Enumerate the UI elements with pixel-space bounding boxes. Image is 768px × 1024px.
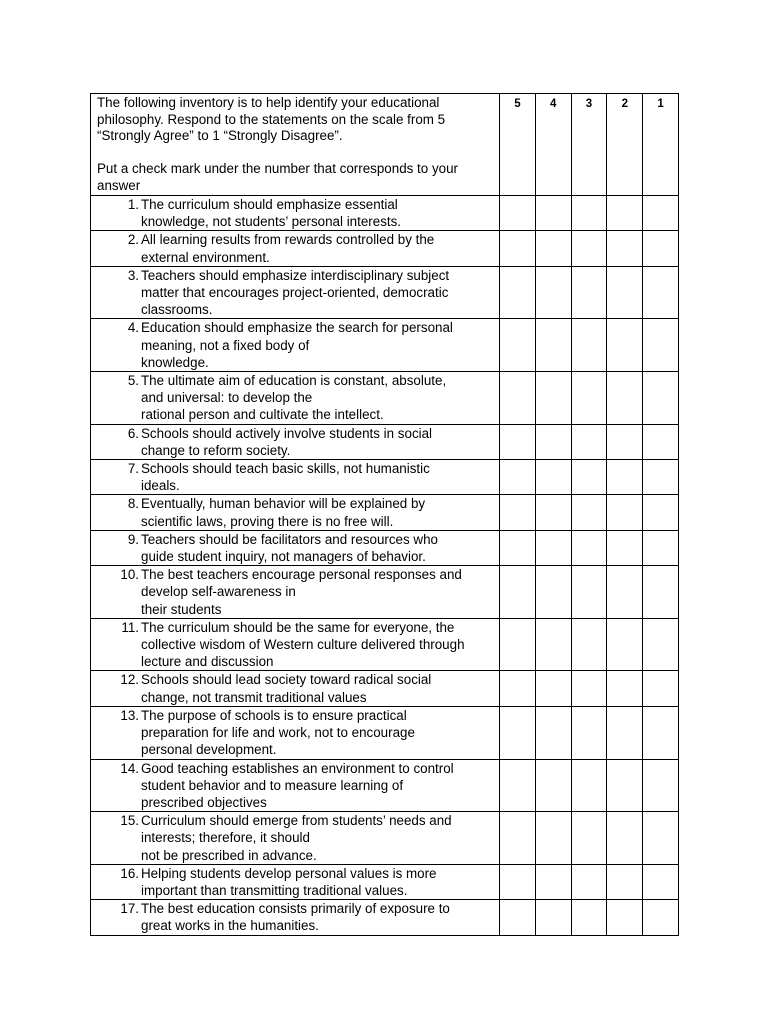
check-cell-2[interactable] (607, 706, 643, 759)
check-cell-5[interactable] (500, 424, 536, 459)
check-cell-2[interactable] (607, 266, 643, 319)
statement-text (141, 707, 495, 759)
statement-line: develop self-awareness in (141, 584, 296, 600)
statement-line: preparation for life and work, not to encourage (141, 725, 415, 741)
check-cell-3[interactable] (571, 618, 607, 671)
statement-text (141, 671, 495, 705)
statement-text (141, 231, 495, 265)
check-cell-3[interactable] (571, 566, 607, 619)
check-cell-3[interactable] (571, 495, 607, 530)
check-cell-2[interactable] (607, 424, 643, 459)
statement-row (91, 231, 679, 266)
instructions-check-note: Put a check mark under the number that corresponds to your answer (97, 161, 458, 193)
statement-row (91, 812, 679, 865)
statement-row (91, 864, 679, 899)
statement-rows (91, 196, 679, 936)
statement-wrap (91, 372, 495, 424)
statement-line: The curriculum should emphasize essential (141, 197, 398, 212)
statement-line: Helping students develop personal values is more (141, 865, 437, 881)
check-cell-2[interactable] (607, 372, 643, 425)
statement-wrap (91, 760, 495, 812)
statement-row (91, 706, 679, 759)
statement-cell (91, 671, 500, 706)
statement-line: The ultimate aim of education is constant, absolute, (141, 373, 447, 389)
check-cell-3[interactable] (571, 812, 607, 865)
statement-line: The best education consists primarily of exposure to (141, 901, 450, 917)
check-cell-1[interactable] (643, 618, 679, 671)
inventory-table (90, 93, 679, 936)
scale-header-1: 1 (643, 94, 679, 196)
statement-cell (91, 759, 500, 812)
statement-cell (91, 900, 500, 935)
statement-line: classrooms. (141, 302, 213, 318)
check-cell-3[interactable] (571, 759, 607, 812)
statement-line: matter that encourages project-oriented, democratic (141, 285, 449, 301)
statement-text (141, 760, 495, 812)
statement-row (91, 618, 679, 671)
statement-number: 17. (120, 901, 139, 917)
check-cell-1[interactable] (643, 566, 679, 619)
statement-line: personal development. (141, 742, 277, 758)
check-cell-1[interactable] (643, 266, 679, 319)
check-cell-5[interactable] (500, 706, 536, 759)
statement-text (141, 619, 495, 671)
check-cell-2[interactable] (607, 319, 643, 372)
statement-line: The curriculum should be the same for everyone, the (141, 619, 455, 635)
check-cell-3[interactable] (571, 900, 607, 935)
check-cell-3[interactable] (571, 319, 607, 372)
check-cell-1[interactable] (643, 196, 679, 231)
check-cell-5[interactable] (500, 196, 536, 231)
statement-line: change, not transmit traditional values (141, 689, 367, 705)
statement-row (91, 372, 679, 425)
statement-number: 4. (127, 320, 139, 336)
statement-cell (91, 231, 500, 266)
check-cell-4[interactable] (535, 618, 571, 671)
statement-cell (91, 372, 500, 425)
statement-wrap (91, 425, 495, 459)
check-cell-5[interactable] (500, 864, 536, 899)
check-cell-5[interactable] (500, 812, 536, 865)
statement-line: and universal: to develop the (141, 390, 313, 406)
statement-wrap (91, 900, 495, 934)
statement-number: 11. (121, 619, 139, 635)
statement-text (141, 865, 495, 899)
check-cell-4[interactable] (535, 706, 571, 759)
statement-text (141, 267, 495, 319)
check-cell-3[interactable] (571, 706, 607, 759)
statement-line: Curriculum should emerge from students’ needs and (141, 813, 452, 829)
check-cell-4[interactable] (535, 671, 571, 706)
statement-line: lecture and discussion (141, 654, 274, 670)
statement-cell (91, 530, 500, 565)
statement-line: All learning results from rewards controlled by the (141, 232, 435, 248)
check-cell-2[interactable] (607, 460, 643, 495)
statement-row (91, 900, 679, 935)
statement-line: Schools should lead society toward radical social (141, 672, 432, 688)
check-cell-2[interactable] (607, 759, 643, 812)
check-cell-1[interactable] (643, 900, 679, 935)
statement-line: their students (141, 601, 222, 617)
statement-text (141, 495, 495, 529)
statement-cell (91, 864, 500, 899)
statement-text (141, 460, 495, 494)
check-cell-1[interactable] (643, 495, 679, 530)
statement-wrap (91, 812, 495, 864)
statement-number: 12. (120, 672, 139, 688)
check-cell-5[interactable] (500, 372, 536, 425)
statement-row (91, 196, 679, 231)
check-cell-2[interactable] (607, 864, 643, 899)
statement-line: interests; therefore, it should (141, 830, 310, 846)
check-cell-3[interactable] (571, 372, 607, 425)
statement-line: The best teachers encourage personal responses and (141, 567, 462, 583)
statement-wrap (91, 460, 495, 494)
scale-header-3: 3 (571, 94, 607, 196)
statement-number: 3. (127, 267, 139, 283)
statement-line: student behavior and to measure learning of (141, 777, 404, 793)
check-cell-3[interactable] (571, 231, 607, 266)
check-cell-4[interactable] (535, 495, 571, 530)
check-cell-1[interactable] (643, 530, 679, 565)
check-cell-3[interactable] (571, 196, 607, 231)
check-cell-5[interactable] (500, 266, 536, 319)
statement-cell (91, 196, 500, 231)
check-cell-2[interactable] (607, 196, 643, 231)
statement-line: meaning, not a fixed body of (141, 337, 310, 353)
statement-line: Schools should actively involve students in social (141, 425, 433, 441)
check-cell-5[interactable] (500, 530, 536, 565)
check-cell-5[interactable] (500, 618, 536, 671)
check-cell-4[interactable] (535, 231, 571, 266)
statement-line: Education should emphasize the search for personal (141, 320, 453, 336)
statement-line: Teachers should emphasize interdisciplinary subject (141, 267, 450, 283)
statement-line: important than transmitting traditional values. (141, 882, 408, 898)
statement-cell (91, 812, 500, 865)
check-cell-3[interactable] (571, 530, 607, 565)
statement-cell (91, 424, 500, 459)
check-cell-4[interactable] (535, 319, 571, 372)
statement-wrap (91, 231, 495, 265)
statement-line: collective wisdom of Western culture delivered through (141, 637, 465, 653)
statement-text (141, 196, 495, 230)
statement-line: knowledge. (141, 354, 209, 370)
statement-number: 6. (127, 425, 139, 441)
statement-wrap (91, 671, 495, 705)
check-cell-4[interactable] (535, 460, 571, 495)
check-cell-5[interactable] (500, 900, 536, 935)
check-cell-4[interactable] (535, 566, 571, 619)
statement-wrap (91, 566, 495, 618)
statement-wrap (91, 495, 495, 529)
check-cell-4[interactable] (535, 372, 571, 425)
check-cell-5[interactable] (500, 566, 536, 619)
statement-number: 13. (120, 707, 139, 723)
check-cell-1[interactable] (643, 319, 679, 372)
statement-wrap (91, 619, 495, 671)
check-cell-1[interactable] (643, 671, 679, 706)
statement-line: ideals. (141, 478, 180, 494)
check-cell-4[interactable] (535, 864, 571, 899)
check-cell-3[interactable] (571, 266, 607, 319)
statement-text (141, 900, 495, 934)
check-cell-3[interactable] (571, 424, 607, 459)
check-cell-2[interactable] (607, 530, 643, 565)
instructions-cell (91, 94, 500, 196)
check-cell-5[interactable] (500, 231, 536, 266)
statement-line: guide student inquiry, not managers of behavior. (141, 549, 426, 565)
check-cell-5[interactable] (500, 319, 536, 372)
statement-line: Teachers should be facilitators and resources who (141, 531, 438, 547)
check-cell-2[interactable] (607, 900, 643, 935)
statement-line: scientific laws, proving there is no free will. (141, 513, 394, 529)
statement-row (91, 759, 679, 812)
statement-cell (91, 319, 500, 372)
scale-header-4: 4 (535, 94, 571, 196)
statement-wrap (91, 707, 495, 759)
scale-header-2: 2 (607, 94, 643, 196)
statement-line: Good teaching establishes an environment to control (141, 760, 454, 776)
check-cell-3[interactable] (571, 864, 607, 899)
statement-text (141, 425, 495, 459)
check-cell-2[interactable] (607, 618, 643, 671)
instructions-text: The following inventory is to help identify your educational philosophy. Respond to the statements on the scale from 5 “Strongly Agree” to 1 “Strongly Disagree”. (97, 95, 446, 144)
statement-number: 7. (127, 461, 139, 477)
check-cell-3[interactable] (571, 671, 607, 706)
statement-cell (91, 460, 500, 495)
statement-line: Schools should teach basic skills, not humanistic (141, 461, 430, 477)
statement-row (91, 495, 679, 530)
statement-cell (91, 266, 500, 319)
statement-wrap (91, 531, 495, 565)
statement-line: prescribed objectives (141, 794, 267, 810)
statement-number: 1. (127, 197, 139, 212)
statement-wrap (91, 865, 495, 899)
statement-line: great works in the humanities. (141, 918, 319, 934)
check-cell-5[interactable] (500, 460, 536, 495)
check-cell-1[interactable] (643, 372, 679, 425)
check-cell-1[interactable] (643, 706, 679, 759)
statement-line: Eventually, human behavior will be explained by (141, 496, 426, 512)
statement-row (91, 671, 679, 706)
statement-number: 15. (120, 813, 139, 829)
statement-row (91, 424, 679, 459)
statement-number: 8. (127, 496, 139, 512)
check-cell-1[interactable] (643, 231, 679, 266)
statement-text (141, 372, 495, 424)
check-cell-4[interactable] (535, 196, 571, 231)
statement-row (91, 530, 679, 565)
check-cell-4[interactable] (535, 266, 571, 319)
check-cell-2[interactable] (607, 495, 643, 530)
statement-line: external environment. (141, 249, 270, 265)
header-row (91, 94, 679, 196)
statement-row (91, 319, 679, 372)
statement-text (141, 812, 495, 864)
check-cell-2[interactable] (607, 566, 643, 619)
check-cell-1[interactable] (643, 460, 679, 495)
statement-number: 10. (120, 567, 139, 583)
statement-text (141, 531, 495, 565)
statement-cell (91, 566, 500, 619)
check-cell-4[interactable] (535, 900, 571, 935)
statement-number: 9. (127, 531, 139, 547)
check-cell-2[interactable] (607, 231, 643, 266)
check-cell-2[interactable] (607, 671, 643, 706)
statement-line: The purpose of schools is to ensure practical (141, 707, 407, 723)
check-cell-4[interactable] (535, 424, 571, 459)
statement-number: 5. (127, 373, 139, 389)
check-cell-1[interactable] (643, 424, 679, 459)
statement-line: knowledge, not students’ personal interests. (141, 214, 402, 230)
statement-cell (91, 706, 500, 759)
check-cell-1[interactable] (643, 759, 679, 812)
statement-line: not be prescribed in advance. (141, 847, 317, 863)
statement-number: 2. (127, 232, 139, 248)
statement-row (91, 460, 679, 495)
check-cell-3[interactable] (571, 460, 607, 495)
statement-text (141, 566, 495, 618)
statement-wrap (91, 267, 495, 319)
statement-cell (91, 618, 500, 671)
check-cell-5[interactable] (500, 495, 536, 530)
check-cell-5[interactable] (500, 759, 536, 812)
check-cell-1[interactable] (643, 864, 679, 899)
statement-number: 14. (120, 760, 139, 776)
statement-row (91, 566, 679, 619)
statement-line: rational person and cultivate the intellect. (141, 407, 384, 423)
statement-line: change to reform society. (141, 442, 291, 458)
statement-cell (91, 495, 500, 530)
check-cell-4[interactable] (535, 530, 571, 565)
check-cell-2[interactable] (607, 812, 643, 865)
check-cell-4[interactable] (535, 759, 571, 812)
check-cell-4[interactable] (535, 812, 571, 865)
statement-wrap (91, 319, 495, 371)
statement-row (91, 266, 679, 319)
check-cell-1[interactable] (643, 812, 679, 865)
scale-header-5: 5 (500, 94, 536, 196)
check-cell-5[interactable] (500, 671, 536, 706)
statement-wrap (91, 196, 495, 230)
statement-text (141, 319, 495, 371)
statement-number: 16. (120, 865, 139, 881)
